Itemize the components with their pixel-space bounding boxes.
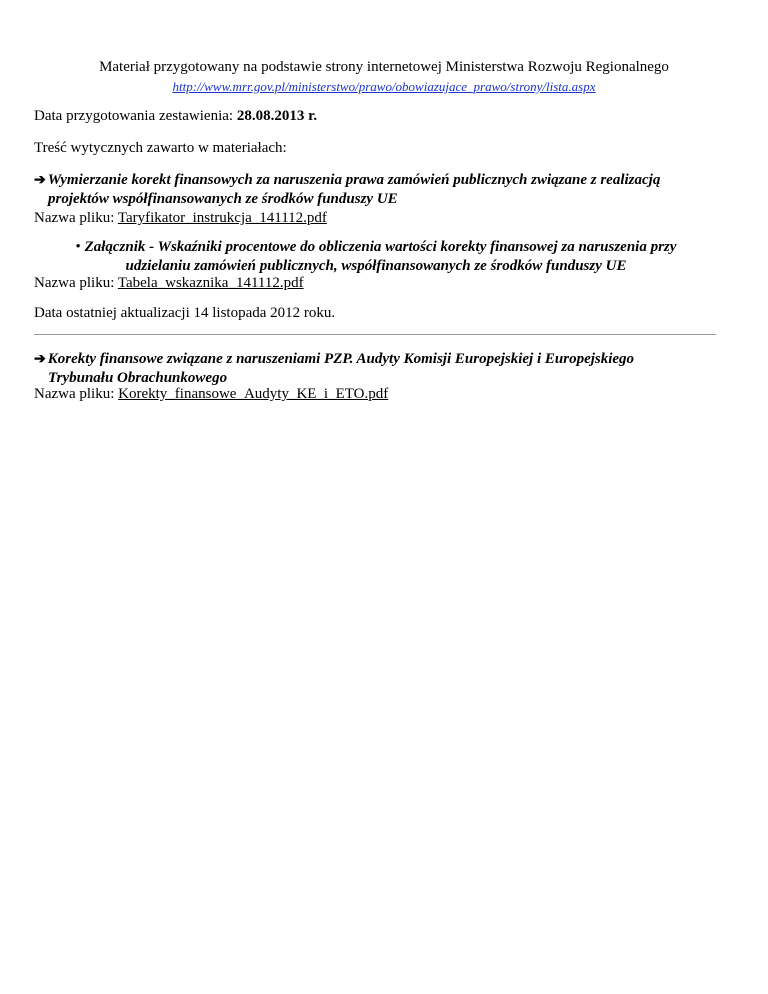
item1-file-label: Nazwa pliku: bbox=[34, 210, 118, 226]
intro-text: Treść wytycznych zawarto w materiałach: bbox=[34, 140, 287, 156]
attachment-file-line bbox=[34, 274, 304, 293]
item2-file-link[interactable]: Korekty_finansowe_Audyty_KE_i_ETO.pdf bbox=[118, 386, 389, 402]
item2-title bbox=[34, 350, 634, 388]
item2-file-line bbox=[34, 385, 388, 404]
arrow-right-icon: ➔ bbox=[34, 352, 46, 367]
last-update-text: Data ostatniej aktualizacji 14 listopada 2012 roku. bbox=[34, 305, 336, 321]
item1-file-line bbox=[34, 209, 327, 228]
header bbox=[0, 58, 768, 97]
attachment-file-link[interactable]: Tabela_wskaznika_141112.pdf bbox=[117, 275, 304, 291]
attachment-file-label: Nazwa pliku: bbox=[34, 275, 118, 291]
item1-title bbox=[34, 171, 660, 209]
prep-date-label: Data przygotowania zestawienia: bbox=[34, 108, 237, 124]
item1-title-line2: projektów współfinansowanych ze środków funduszy UE bbox=[48, 191, 398, 207]
item2-title-line2: Trybunału Obrachunkowego bbox=[48, 370, 228, 386]
bullet-icon: • bbox=[75, 239, 81, 255]
attachment-title-line1 bbox=[34, 238, 718, 257]
source-link[interactable]: http://www.mrr.gov.pl/ministerstwo/prawo/obowiazujace_prawo/strony/lista.aspx bbox=[172, 79, 596, 94]
arrow-right-icon: ➔ bbox=[34, 173, 46, 188]
item2-file-label: Nazwa pliku: bbox=[34, 386, 119, 402]
divider bbox=[34, 334, 716, 335]
attachment-title-text1: Załącznik - Wskaźniki procentowe do obliczenia wartości korekty finansowej za naruszenia przy bbox=[84, 239, 677, 255]
header-title: Materiał przygotowany na podstawie strony internetowej Ministerstwa Rozwoju Regionalnego bbox=[99, 59, 669, 75]
prep-date-line bbox=[34, 107, 317, 126]
item2-title-line1: Korekty finansowe związane z naruszeniami PZP. Audyty Komisji Europejskiej i Europejskiego bbox=[47, 351, 635, 367]
item1-title-line1: Wymierzanie korekt finansowych za naruszenia prawa zamówień publicznych związane z realizacją bbox=[47, 172, 661, 188]
prep-date-value: 28.08.2013 r. bbox=[236, 108, 318, 124]
attachment-title-line2: udzielaniu zamówień publicznych, współfinansowanych ze środków funduszy UE bbox=[125, 258, 627, 274]
item1-file-link[interactable]: Taryfikator_instrukcja_141112.pdf bbox=[117, 210, 327, 226]
